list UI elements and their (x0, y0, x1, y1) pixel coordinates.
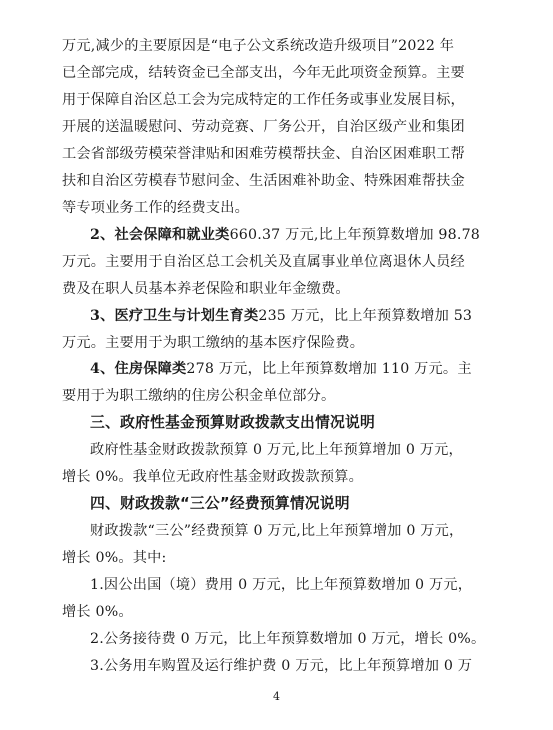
paragraph-line: 增长 0%。其中: (62, 550, 167, 566)
paragraph-line: 3.公务用车购置及运行维护费 0 万元，比上年预算增加 0 万 (90, 658, 473, 674)
paragraph-line: 万元。主要用于自治区总工会机关及直属事业单位离退休人员经 (62, 254, 465, 270)
paragraph-line: 2.公务接待费 0 万元，比上年预算数增加 0 万元，增长 0%。 (90, 631, 486, 647)
page-number: 4 (273, 690, 280, 703)
paragraph-line: 增长 0%。 (62, 604, 133, 620)
item-lead: 2、社会保障和就业类 (90, 227, 230, 243)
item-text: 660.37 万元,比上年预算数增加 98.78 (229, 227, 481, 243)
paragraph-line: 用于保障自治区总工会为完成特定的工作任务或事业发展目标， (62, 92, 465, 108)
paragraph-line: 费及在职人员基本养老保险和职业年金缴费。 (62, 281, 350, 297)
paragraph-line: 要用于为职工缴纳的住房公积金单位部分。 (62, 388, 336, 404)
paragraph-line: 等专项业务工作的经费支出。 (62, 200, 250, 216)
section-heading: 四、财政拨款“三公”经费预算情况说明 (90, 495, 350, 512)
section-heading: 三、政府性基金预算财政拨款支出情况说明 (90, 414, 375, 431)
item-text: 278 万元，比上年预算数增加 110 万元。主 (186, 361, 472, 377)
item-lead: 3、医疗卫生与计划生育类 (90, 308, 259, 324)
item-health (90, 306, 492, 326)
paragraph-line: 开展的送温暖慰问、劳动竞赛、厂务公开，自治区级产业和集团 (62, 119, 465, 135)
paragraph-line: 扶和自治区劳模春节慰问金、生活困难补助金、特殊困难帮扶金 (62, 173, 465, 189)
paragraph-line: 已全部完成，结转资金已全部支出，今年无此项资金预算。主要 (62, 65, 465, 81)
paragraph-line: 工会省部级劳模荣誉津贴和困难劳模帮扶金、自治区困难职工帮 (62, 146, 465, 162)
item-lead: 4、住房保障类 (90, 361, 187, 377)
paragraph-line: 政府性基金财政拨款预算 0 万元,比上年预算增加 0 万元， (90, 442, 463, 458)
item-housing (90, 359, 492, 379)
paragraph-line: 增长 0%。我单位无政府性基金财政拨款预算。 (62, 469, 363, 485)
item-text: 235 万元，比上年预算数增加 53 (258, 308, 473, 324)
paragraph-line: 万元。主要用于为职工缴纳的基本医疗保险费。 (62, 335, 365, 351)
paragraph-line: 财政拨款“三公”经费预算 0 万元,比上年预算增加 0 万元， (90, 523, 464, 539)
paragraph-line: 1.因公出国（境）费用 0 万元，比上年预算数增加 0 万元， (90, 577, 473, 593)
item-social-security (90, 225, 492, 245)
paragraph-line: 万元,减少的主要原因是“电子公文系统改造升级项目”2022 年 (62, 38, 455, 54)
